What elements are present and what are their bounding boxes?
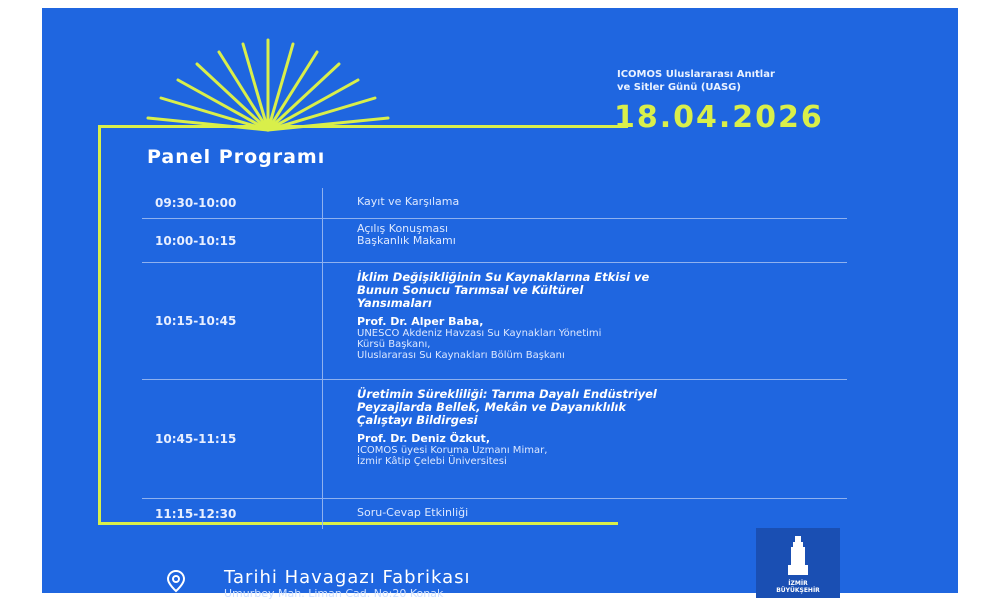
sun-rays-icon — [98, 30, 438, 140]
logo-text-line2: BÜYÜKŞEHİR — [776, 587, 820, 594]
schedule-table — [142, 188, 847, 529]
schedule-item: Açılış Konuşması — [357, 222, 449, 235]
schedule-time: 09:30-10:00 — [155, 196, 237, 210]
schedule-time: 11:15-12:30 — [155, 507, 237, 521]
schedule-content — [357, 507, 837, 519]
speaker-affiliation: UNESCO Akdeniz Havzası Su Kaynakları Yönetimi — [357, 328, 602, 339]
location-pin-icon — [164, 569, 188, 593]
schedule-item: Başkanlık Makamı — [357, 234, 456, 247]
location-name: Tarihi Havagazı Fabrikası — [224, 567, 471, 588]
logo-text — [756, 580, 840, 594]
location-address: Umurbey Mah. Liman Cad. No:20 Konak — [224, 587, 444, 600]
column-divider — [322, 499, 323, 529]
schedule-row — [142, 380, 847, 499]
schedule-content — [357, 388, 837, 467]
schedule-time: 10:45-11:15 — [155, 432, 237, 446]
column-divider — [322, 188, 323, 218]
schedule-item: Kayıt ve Karşılama — [357, 195, 460, 208]
schedule-row — [142, 263, 847, 380]
event-name-line2: ve Sitler Günü (UASG) — [617, 82, 741, 93]
schedule-content — [357, 271, 837, 361]
column-divider — [322, 263, 323, 379]
frame-left-border — [98, 125, 101, 525]
speaker-name: Prof. Dr. Alper Baba, — [357, 315, 484, 328]
municipality-logo — [756, 528, 840, 598]
schedule-item: Soru-Cevap Etkinliği — [357, 506, 469, 519]
event-poster — [42, 8, 958, 600]
schedule-content — [357, 223, 837, 247]
schedule-row — [142, 188, 847, 219]
event-name — [617, 68, 917, 94]
speaker-affiliation: Uluslararası Su Kaynakları Bölüm Başkanı — [357, 350, 565, 361]
schedule-time: 10:00-10:15 — [155, 234, 237, 248]
talk-title: Üretimin Sürekliliği: Tarıma Dayalı Endüstriyel — [357, 387, 657, 401]
speaker-name: Prof. Dr. Deniz Özkut, — [357, 432, 490, 445]
municipality-logo-icon — [784, 534, 812, 578]
event-date: 18.04.2026 — [614, 100, 824, 135]
column-divider — [322, 219, 323, 262]
speaker-affiliation: ICOMOS üyesi Koruma Uzmanı Mimar, — [357, 445, 548, 456]
column-divider — [322, 380, 323, 498]
schedule-time: 10:15-10:45 — [155, 314, 237, 328]
frame-top-border — [98, 125, 628, 128]
talk-title: İklim Değişikliğinin Su Kaynaklarına Etkisi ve — [357, 270, 650, 284]
schedule-content — [357, 196, 837, 208]
speaker-affiliation: İzmir Kâtip Çelebi Üniversitesi — [357, 456, 507, 467]
talk-title: Peyzajlarda Bellek, Mekân ve Dayanıklılık — [357, 400, 626, 414]
talk-title: Çalıştayı Bildirgesi — [357, 413, 478, 427]
speaker-affiliation: Kürsü Başkanı, — [357, 339, 431, 350]
logo-text-line1: İZMİR — [788, 580, 808, 587]
talk-title: Bunun Sonucu Tarımsal ve Kültürel — [357, 283, 584, 297]
panel-title: Panel Programı — [147, 146, 326, 168]
schedule-row — [142, 219, 847, 263]
talk-title: Yansımaları — [357, 296, 432, 310]
event-name-line1: ICOMOS Uluslararası Anıtlar — [617, 69, 775, 80]
schedule-row — [142, 499, 847, 529]
